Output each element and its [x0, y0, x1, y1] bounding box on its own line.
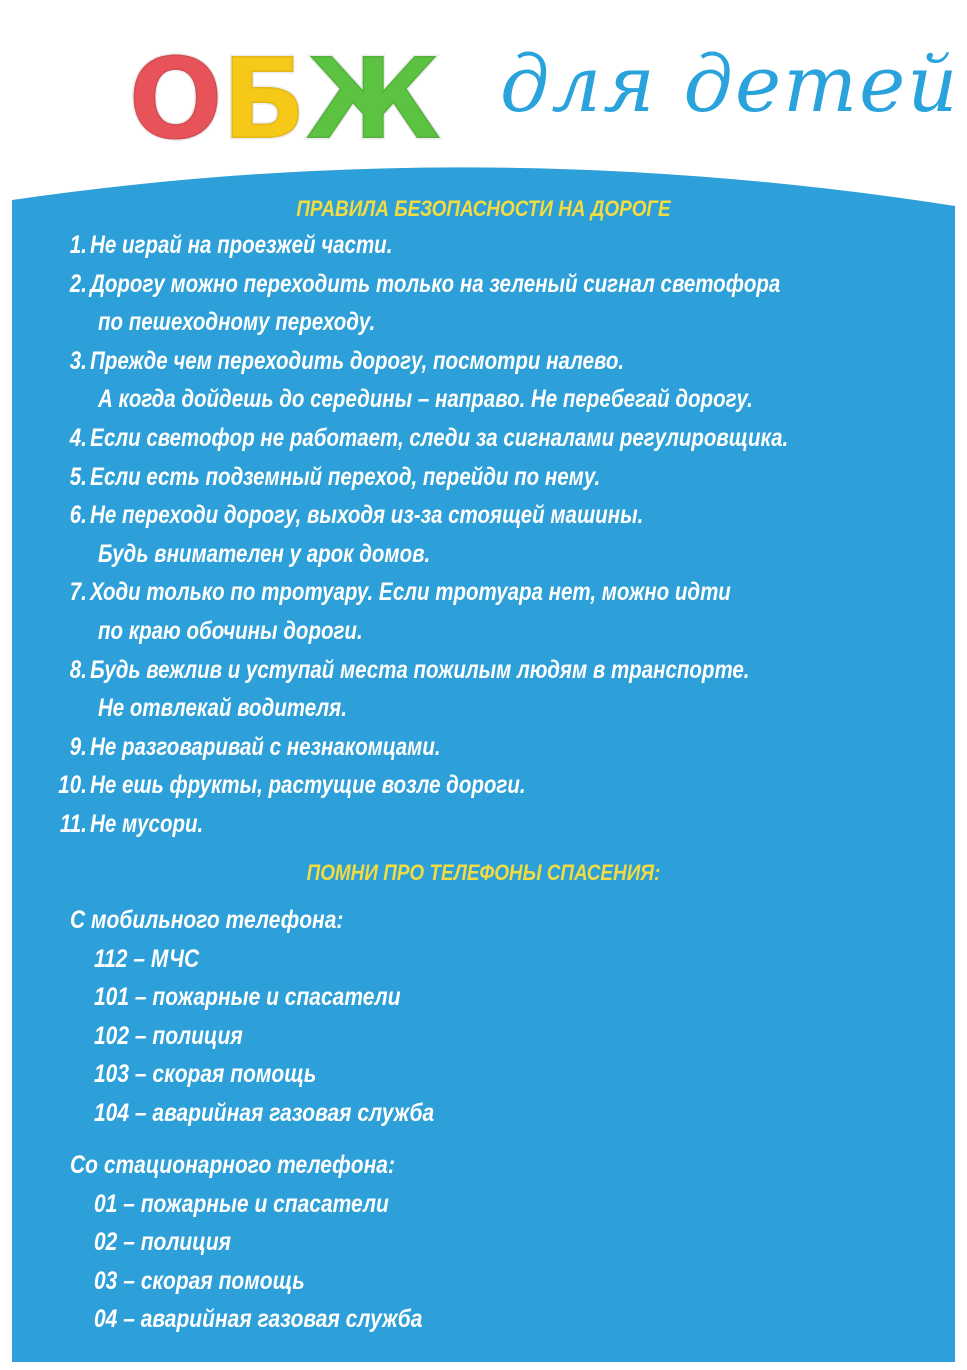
phone-number-item: 103 – скорая помощь: [94, 1060, 317, 1089]
rule-text: Не переходи дорогу, выходя из-за стоящей машины.: [90, 501, 644, 530]
phone-number-item: 03 – скорая помощь: [94, 1266, 305, 1295]
rule-line: [54, 500, 643, 530]
rule-number: 8.: [69, 655, 87, 684]
phones-group-heading: С мобильного телефона:: [70, 906, 344, 934]
rule-line: [54, 770, 526, 800]
rule-text: Если светофор не работает, следи за сигналами регулировщика.: [90, 424, 789, 452]
rule-text: Если есть подземный переход, перейди по нему.: [90, 462, 601, 491]
rule-number: 4.: [69, 424, 87, 452]
rule-text: Ходи только по тротуару. Если тротуара нет, можно идти: [90, 578, 731, 607]
rule-line: [54, 423, 788, 453]
phone-number-item: 112 – МЧС: [94, 944, 200, 973]
rule-text: по краю обочины дороги.: [98, 617, 363, 645]
rule-text: Будь внимателен у арок домов.: [98, 539, 431, 568]
rule-text: Будь вежлив и уступай места пожилым людям в транспорте.: [90, 655, 750, 684]
rule-number: 11.: [59, 810, 87, 838]
rule-number: 3.: [69, 346, 87, 375]
rule-text: Не отвлекай водителя.: [98, 694, 347, 723]
phone-number-item: 101 – пожарные и спасатели: [94, 983, 401, 1012]
phones-group-heading: Со стационарного телефона:: [70, 1151, 395, 1179]
rule-line: [54, 462, 600, 492]
rule-number: 6.: [69, 501, 87, 530]
logo-letter: О: [128, 35, 222, 165]
phone-number-item: 02 – полиция: [94, 1228, 232, 1257]
logo-letter: Б: [221, 35, 305, 165]
rules-section-title: ПРАВИЛА БЕЗОПАСНОСТИ НА ДОРОГЕ: [296, 196, 671, 221]
phone-number-item: 104 – аварийная газовая служба: [94, 1099, 435, 1127]
rule-text: Не играй на проезжей части.: [90, 231, 393, 259]
rule-number: 2.: [69, 269, 87, 298]
phone-number-item: 102 – полиция: [94, 1021, 243, 1050]
rule-number: 9.: [69, 732, 87, 761]
rule-number: 7.: [69, 578, 87, 607]
phones-section-title: ПОМНИ ПРО ТЕЛЕФОНЫ СПАСЕНИЯ:: [306, 860, 661, 885]
rule-line: [98, 384, 753, 414]
rule-line: [54, 655, 750, 685]
phone-number-item: 04 – аварийная газовая служба: [94, 1305, 423, 1334]
rule-number: 10.: [58, 771, 87, 800]
rule-text: по пешеходному переходу.: [98, 308, 376, 337]
rule-line: [98, 539, 430, 569]
rule-number: 1.: [69, 231, 87, 259]
rule-line: [54, 577, 731, 607]
phone-number-item: 01 – пожарные и спасатели: [94, 1189, 389, 1218]
rule-line: [54, 809, 203, 839]
rule-line: [54, 230, 392, 260]
rule-line: [54, 269, 780, 299]
rule-line: [54, 732, 441, 762]
rule-text: Дорогу можно переходить только на зеленый сигнал светофора: [90, 269, 781, 298]
rule-line: [98, 616, 363, 646]
rule-line: [54, 346, 624, 376]
logo-letter: Ж: [304, 35, 440, 165]
rule-text: Не разговаривай с незнакомцами.: [90, 732, 441, 761]
logo-subtitle: для детей: [500, 40, 960, 130]
rule-text: Не ешь фрукты, растущие возле дороги.: [90, 771, 526, 800]
rule-line: [98, 693, 347, 723]
rule-line: [98, 307, 375, 337]
rule-text: Не мусори.: [90, 810, 204, 838]
rule-text: Прежде чем переходить дорогу, посмотри налево.: [90, 346, 625, 375]
rule-text: А когда дойдешь до середины – направо. Не перебегай дорогу.: [98, 385, 753, 414]
rule-number: 5.: [69, 462, 87, 491]
